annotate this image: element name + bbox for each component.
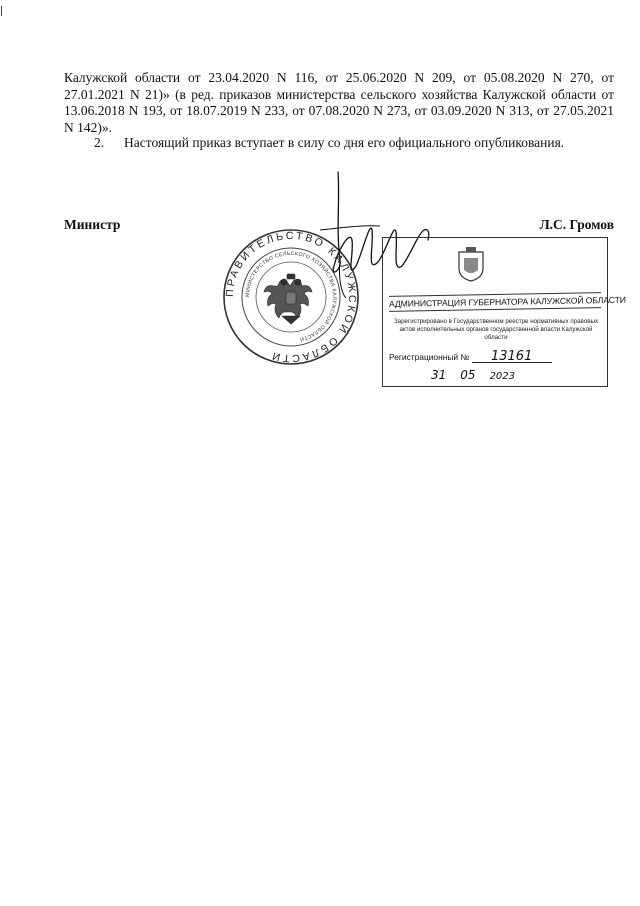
- signatory-role: Министр: [64, 217, 121, 232]
- registration-stamp: [382, 237, 626, 387]
- registration-date: [431, 368, 515, 382]
- list-item-number: 2.: [94, 135, 105, 150]
- list-item-2: [94, 135, 564, 152]
- signatory-name: Л.С. Громов: [539, 217, 614, 232]
- registration-label: Регистрационный №: [389, 352, 470, 362]
- paragraph-continuation: Калужской области от 23.04.2020 N 116, от 25.06.2020 N 209, от 05.08.2020 N 270, от 27.01.2021 N 21)» (в ред. приказов министерства сельского хозяйства Калужской области от 13.06.2018 N 193, от 18.07.2019 N 233, от 07.08.2020 N 273, от 03.09.2020 N 313, от 27.05.2021 N 142)».: [64, 70, 614, 135]
- registration-date-month: 05: [460, 368, 476, 382]
- coat-of-arms-icon: [455, 246, 487, 282]
- seal-outer-text: ПРАВИТЕЛЬСТВО КАЛУЖСКОЙ ОБЛАСТИ: [223, 229, 359, 365]
- page-edge-mark: [1, 6, 2, 16]
- registration-number-row: [389, 349, 552, 364]
- registration-date-year: 2023: [489, 371, 516, 382]
- registration-date-day: 31: [431, 368, 447, 382]
- seal-inner-text: МИНИСТЕРСТВО СЕЛЬСКОГО ХОЗЯЙСТВА КАЛУЖСКОЙ ОБЛАСТИ: [244, 250, 338, 343]
- list-item-text: Настоящий приказ вступает в силу со дня его официального опубликования.: [124, 135, 565, 150]
- stamp-description: Зарегистрировано в Государственном реестре нормативных правовых актов исполнительных органов государственной власти Калужской области: [393, 318, 599, 341]
- registration-number: 13161: [472, 352, 552, 363]
- stamp-title: АДМИНИСТРАЦИЯ ГУБЕРНАТОРА КАЛУЖСКОЙ ОБЛАСТИ: [389, 292, 601, 312]
